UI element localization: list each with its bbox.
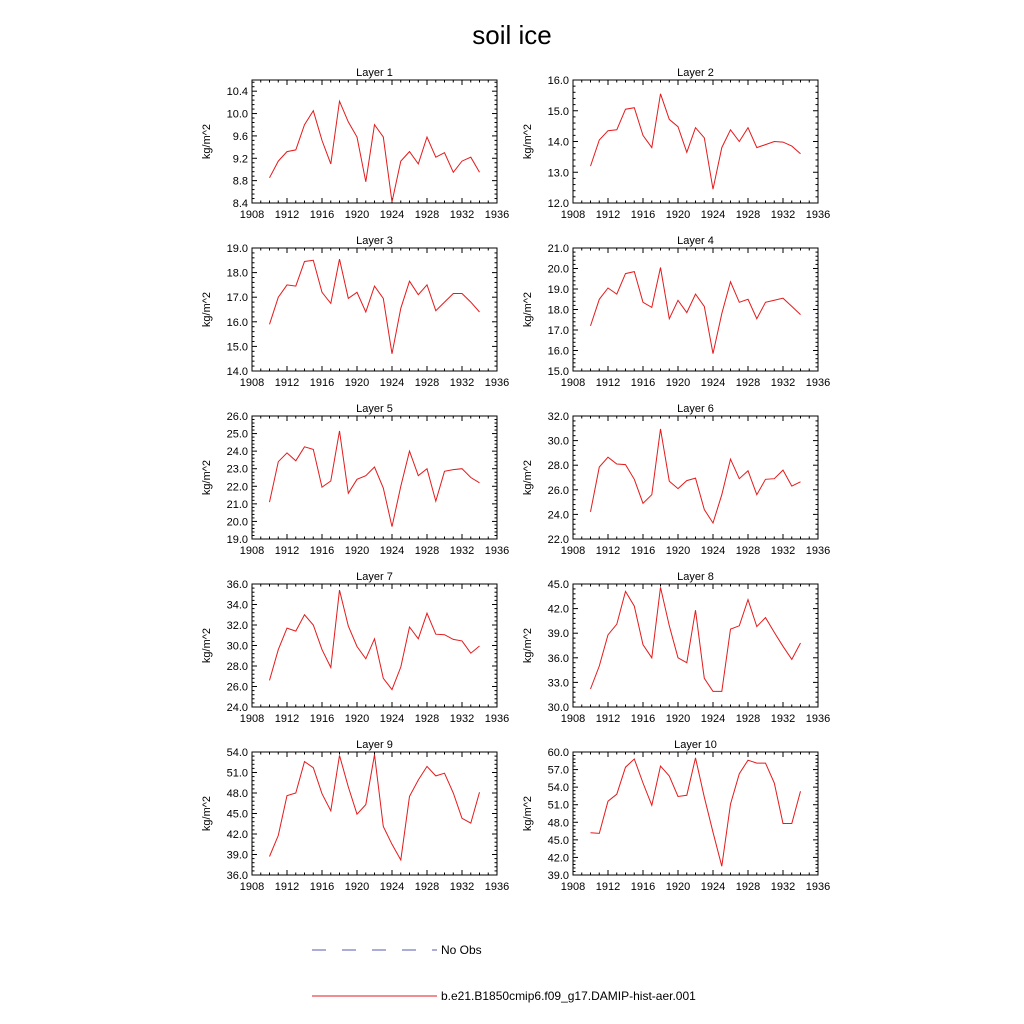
layer-7-plot-frame (252, 584, 497, 707)
layer-3-xtick-label: 1912 (274, 377, 300, 389)
layer-1-xtick-label: 1916 (309, 209, 335, 221)
layer-8-ytick-label: 45.0 (547, 579, 569, 591)
layer-5-panel (201, 403, 509, 557)
layer-8-xtick-label: 1928 (735, 713, 761, 725)
layer-5-ytick-label: 24.0 (226, 446, 248, 459)
layer-4-ytick-label: 17.0 (547, 325, 569, 337)
layer-4-xtick-label: 1932 (770, 377, 796, 389)
layer-10-xtick-label: 1912 (595, 881, 621, 893)
layer-9-ytick-label: 42.0 (226, 829, 248, 841)
layer-7-xtick-label: 1936 (484, 713, 510, 725)
layer-4-ytick-label: 16.0 (547, 345, 569, 358)
layer-4-xtick-label: 1936 (805, 377, 831, 389)
layer-2-ytick-label: 14.0 (547, 136, 569, 149)
layer-2-series-line (591, 94, 801, 189)
layer-1-xtick-label: 1912 (274, 209, 300, 221)
layer-6-ytick-label: 22.0 (547, 534, 569, 546)
layer-4-ylabel: kg/m^2 (522, 291, 534, 328)
layer-7-xtick-label: 1912 (274, 713, 300, 725)
layer-1-xtick-label: 1920 (344, 209, 370, 221)
layer-2-ytick-label: 12.0 (547, 198, 569, 210)
layer-3-xtick-label: 1932 (449, 377, 475, 389)
layer-3-title: Layer 3 (356, 235, 393, 247)
layer-10-ytick-label: 42.0 (547, 852, 569, 865)
layer-2-ylabel: kg/m^2 (522, 123, 534, 160)
layer-1-title: Layer 1 (356, 67, 393, 79)
layer-9-ytick-label: 54.0 (226, 747, 248, 759)
layer-8-series-line (591, 587, 801, 691)
layer-7-xtick-label: 1908 (239, 713, 265, 725)
legend-model-label: b.e21.B1850cmip6.f09_g17.DAMIP-hist-aer.001 (441, 989, 696, 1003)
layer-7-ytick-label: 28.0 (226, 661, 248, 673)
layer-8-ytick-label: 30.0 (547, 702, 569, 714)
layer-5-ytick-label: 23.0 (226, 463, 248, 476)
layer-7-xtick-label: 1916 (309, 713, 335, 725)
layer-9-ytick-label: 36.0 (226, 870, 248, 882)
layer-9-panel (201, 739, 509, 893)
layer-2-xtick-label: 1936 (805, 209, 831, 221)
layer-1-xtick-label: 1908 (239, 209, 265, 221)
layer-6-ytick-label: 26.0 (547, 484, 569, 497)
layer-1-xtick-label: 1928 (414, 209, 440, 221)
layer-7-xtick-label: 1928 (414, 713, 440, 725)
layer-5-xtick-label: 1920 (344, 545, 370, 557)
layer-7-ylabel: kg/m^2 (201, 627, 213, 664)
layer-7-ytick-label: 26.0 (226, 681, 248, 694)
layer-2-xtick-label: 1908 (560, 209, 586, 221)
layer-4-xtick-label: 1916 (630, 377, 656, 389)
layer-5-title: Layer 5 (356, 403, 393, 415)
layer-3-ylabel: kg/m^2 (201, 291, 213, 328)
layer-6-xtick-label: 1912 (595, 545, 621, 557)
layer-3-xtick-label: 1924 (379, 377, 405, 389)
layer-10-xtick-label: 1936 (805, 881, 831, 893)
layer-8-xtick-label: 1924 (700, 713, 726, 725)
layer-10-ytick-label: 57.0 (547, 764, 569, 777)
layer-6-ytick-label: 32.0 (547, 411, 569, 423)
layer-9-title: Layer 9 (356, 739, 393, 751)
layer-8-ytick-label: 42.0 (547, 603, 569, 616)
layer-3-xtick-label: 1908 (239, 377, 265, 389)
layer-10-xtick-label: 1924 (700, 881, 726, 893)
layer-4-xtick-label: 1920 (665, 377, 691, 389)
layer-6-plot-frame (573, 416, 818, 539)
layer-2-xtick-label: 1920 (665, 209, 691, 221)
layer-9-ylabel: kg/m^2 (201, 795, 213, 832)
figure-title: soil ice (472, 20, 552, 50)
layer-1-plot-frame (252, 80, 497, 203)
layer-6-xtick-label: 1924 (700, 545, 726, 557)
layer-5-ytick-label: 26.0 (226, 411, 248, 423)
layer-10-ytick-label: 45.0 (547, 834, 569, 847)
layer-10-ytick-label: 51.0 (547, 799, 569, 812)
legend-no-obs-label: No Obs (441, 943, 482, 957)
layer-4-ytick-label: 20.0 (547, 263, 569, 276)
layer-9-ytick-label: 45.0 (226, 808, 248, 821)
layer-3-ytick-label: 15.0 (226, 341, 248, 354)
layer-5-plot-frame (252, 416, 497, 539)
layer-1-xtick-label: 1924 (379, 209, 405, 221)
layer-6-xtick-label: 1932 (770, 545, 796, 557)
layer-6-ytick-label: 24.0 (547, 509, 569, 522)
layer-2-title: Layer 2 (677, 67, 714, 79)
layer-4-ytick-label: 19.0 (547, 284, 569, 296)
layer-10-xtick-label: 1920 (665, 881, 691, 893)
layer-1-ytick-label: 10.0 (226, 108, 248, 121)
layer-8-xtick-label: 1916 (630, 713, 656, 725)
layer-9-xtick-label: 1916 (309, 881, 335, 893)
layer-3-xtick-label: 1916 (309, 377, 335, 389)
layer-1-ytick-label: 8.4 (232, 198, 248, 210)
layer-6-panel (522, 403, 830, 557)
layer-10-series-line (591, 758, 801, 866)
layer-5-xtick-label: 1936 (484, 545, 510, 557)
layer-1-ytick-label: 8.8 (232, 175, 248, 188)
layer-10-title: Layer 10 (674, 739, 717, 751)
layer-5-ylabel: kg/m^2 (201, 459, 213, 496)
layer-8-ylabel: kg/m^2 (522, 627, 534, 664)
layer-9-xtick-label: 1936 (484, 881, 510, 893)
layer-1-xtick-label: 1936 (484, 209, 510, 221)
layer-8-xtick-label: 1912 (595, 713, 621, 725)
layer-9-xtick-label: 1912 (274, 881, 300, 893)
layer-4-panel (522, 235, 830, 389)
layer-2-xtick-label: 1928 (735, 209, 761, 221)
layer-4-plot-frame (573, 248, 818, 371)
layer-10-xtick-label: 1928 (735, 881, 761, 893)
layer-3-plot-frame (252, 248, 497, 371)
layer-2-xtick-label: 1932 (770, 209, 796, 221)
layer-9-series-line (270, 755, 480, 860)
layer-8-panel (522, 571, 830, 725)
layer-5-series-line (270, 431, 480, 527)
layer-4-xtick-label: 1912 (595, 377, 621, 389)
layer-8-plot-frame (573, 584, 818, 707)
layer-3-ytick-label: 16.0 (226, 316, 248, 329)
layer-5-xtick-label: 1908 (239, 545, 265, 557)
layer-7-xtick-label: 1924 (379, 713, 405, 725)
layer-8-xtick-label: 1920 (665, 713, 691, 725)
layer-8-title: Layer 8 (677, 571, 714, 583)
layer-9-xtick-label: 1932 (449, 881, 475, 893)
layer-6-xtick-label: 1908 (560, 545, 586, 557)
layer-10-xtick-label: 1932 (770, 881, 796, 893)
layer-1-xtick-label: 1932 (449, 209, 475, 221)
layer-3-xtick-label: 1920 (344, 377, 370, 389)
layer-9-ytick-label: 39.0 (226, 849, 248, 862)
layer-2-ytick-label: 15.0 (547, 105, 569, 118)
layer-3-series-line (270, 259, 480, 354)
layer-4-xtick-label: 1928 (735, 377, 761, 389)
layer-7-ytick-label: 24.0 (226, 702, 248, 714)
layer-1-ytick-label: 9.2 (232, 153, 248, 166)
layer-3-panel (201, 235, 509, 389)
layer-8-xtick-label: 1908 (560, 713, 586, 725)
layer-2-ytick-label: 13.0 (547, 167, 569, 180)
layer-9-xtick-label: 1924 (379, 881, 405, 893)
layer-2-xtick-label: 1916 (630, 209, 656, 221)
layer-5-xtick-label: 1928 (414, 545, 440, 557)
layer-9-xtick-label: 1928 (414, 881, 440, 893)
layer-6-ylabel: kg/m^2 (522, 459, 534, 496)
panels (201, 67, 830, 893)
layer-6-xtick-label: 1928 (735, 545, 761, 557)
layer-1-ylabel: kg/m^2 (201, 123, 213, 160)
layer-6-ytick-label: 30.0 (547, 435, 569, 448)
layer-9-ytick-label: 51.0 (226, 767, 248, 780)
layer-6-xtick-label: 1920 (665, 545, 691, 557)
layer-7-ytick-label: 36.0 (226, 579, 248, 591)
layer-5-xtick-label: 1912 (274, 545, 300, 557)
layer-10-ylabel: kg/m^2 (522, 795, 534, 832)
layer-3-ytick-label: 19.0 (226, 243, 248, 255)
layer-7-ytick-label: 32.0 (226, 620, 248, 632)
layer-10-ytick-label: 60.0 (547, 747, 569, 759)
layer-10-panel (522, 739, 830, 893)
legend (312, 943, 696, 1003)
layer-4-ytick-label: 15.0 (547, 366, 569, 378)
layer-8-ytick-label: 36.0 (547, 652, 569, 665)
layer-2-ytick-label: 16.0 (547, 75, 569, 87)
layer-5-xtick-label: 1932 (449, 545, 475, 557)
layer-10-ytick-label: 39.0 (547, 870, 569, 882)
layer-3-ytick-label: 18.0 (226, 267, 248, 280)
layer-7-ytick-label: 30.0 (226, 640, 248, 653)
layer-9-ytick-label: 48.0 (226, 788, 248, 800)
layer-5-ytick-label: 21.0 (226, 498, 248, 511)
layer-7-xtick-label: 1932 (449, 713, 475, 725)
layer-5-ytick-label: 22.0 (226, 481, 248, 494)
layer-4-series-line (591, 268, 801, 354)
layer-7-ytick-label: 34.0 (226, 599, 248, 612)
layer-7-series-line (270, 590, 480, 690)
layer-9-xtick-label: 1920 (344, 881, 370, 893)
layer-7-panel (201, 571, 509, 725)
layer-10-xtick-label: 1916 (630, 881, 656, 893)
layer-3-xtick-label: 1936 (484, 377, 510, 389)
layer-7-title: Layer 7 (356, 571, 393, 583)
layer-3-ytick-label: 14.0 (226, 366, 248, 378)
layer-8-xtick-label: 1932 (770, 713, 796, 725)
layer-1-panel (201, 67, 509, 221)
layer-10-ytick-label: 54.0 (547, 782, 569, 795)
layer-9-xtick-label: 1908 (239, 881, 265, 893)
layer-4-ytick-label: 21.0 (547, 243, 569, 255)
layer-6-xtick-label: 1936 (805, 545, 831, 557)
layer-5-ytick-label: 20.0 (226, 516, 248, 529)
layer-2-xtick-label: 1924 (700, 209, 726, 221)
layer-2-panel (522, 67, 830, 221)
layer-10-xtick-label: 1908 (560, 881, 586, 893)
layer-6-ytick-label: 28.0 (547, 460, 569, 473)
layer-4-xtick-label: 1908 (560, 377, 586, 389)
layer-8-xtick-label: 1936 (805, 713, 831, 725)
layer-6-xtick-label: 1916 (630, 545, 656, 557)
layer-3-xtick-label: 1928 (414, 377, 440, 389)
layer-5-xtick-label: 1924 (379, 545, 405, 557)
layer-8-ytick-label: 39.0 (547, 628, 569, 641)
layer-7-xtick-label: 1920 (344, 713, 370, 725)
layer-6-title: Layer 6 (677, 403, 714, 415)
layer-1-series-line (270, 101, 480, 202)
layer-10-ytick-label: 48.0 (547, 817, 569, 830)
layer-1-ytick-label: 9.6 (232, 130, 248, 143)
layer-8-ytick-label: 33.0 (547, 677, 569, 690)
layer-4-ytick-label: 18.0 (547, 304, 569, 317)
layer-4-title: Layer 4 (677, 235, 714, 247)
layer-1-ytick-label: 10.4 (226, 86, 248, 99)
layer-5-ytick-label: 19.0 (226, 534, 248, 546)
layer-4-xtick-label: 1924 (700, 377, 726, 389)
layer-5-xtick-label: 1916 (309, 545, 335, 557)
layer-2-xtick-label: 1912 (595, 209, 621, 221)
layer-5-ytick-label: 25.0 (226, 428, 248, 441)
layer-3-ytick-label: 17.0 (226, 292, 248, 305)
layer-6-series-line (591, 429, 801, 523)
